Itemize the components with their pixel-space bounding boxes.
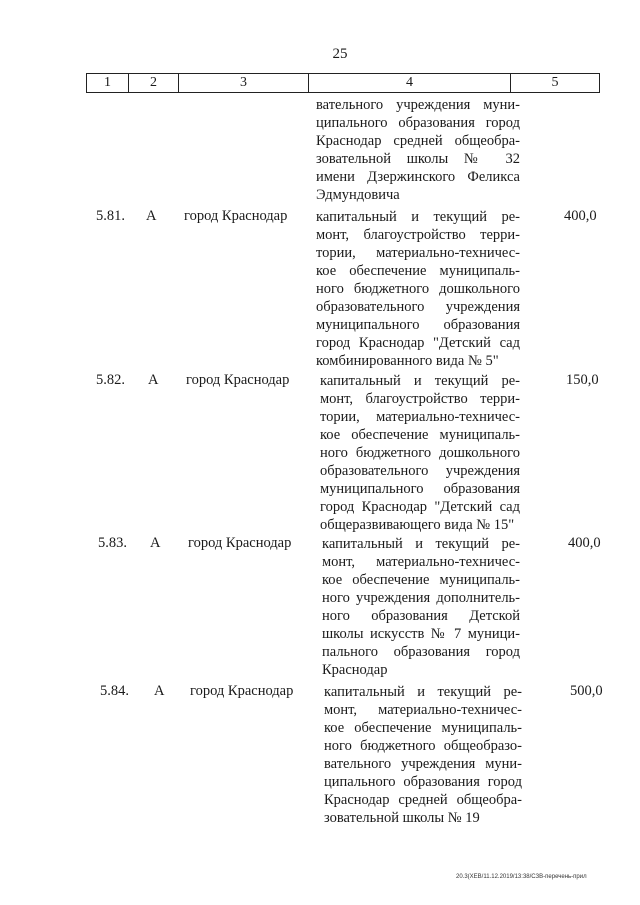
- description-line: вательного учреждения муни-: [324, 756, 522, 772]
- description-line: город Краснодар "Детский сад: [320, 499, 520, 515]
- description-line: общеразвивающего вида № 15": [320, 517, 515, 533]
- description-line: вательного учреждения муни-: [316, 97, 520, 113]
- column-header-4: 4: [309, 74, 511, 92]
- column-header-5: 5: [551, 75, 559, 90]
- description-line: пального образования город: [322, 644, 520, 660]
- description-line: капитальный и текущий ре-: [320, 373, 520, 389]
- description-line: монт, материально-техничес-: [324, 702, 522, 718]
- description-line: имени Дзержинского Феликса: [316, 169, 520, 185]
- description-line: капитальный и текущий ре-: [324, 684, 522, 700]
- description-line: кое обеспечение муниципаль-: [316, 263, 520, 279]
- description-line: город Краснодар "Детский сад: [316, 335, 520, 351]
- description-line: Краснодар: [322, 662, 388, 678]
- row-category: А: [146, 208, 157, 224]
- description-line: ного учреждения дополнитель-: [322, 590, 520, 606]
- row-description: [324, 683, 522, 827]
- description-line: комбинированного вида № 5": [316, 353, 499, 369]
- description-line: ного образования Детской: [322, 608, 520, 624]
- column-header-1: 1: [87, 74, 129, 92]
- description-line: образовательного учреждения: [316, 299, 520, 315]
- continued-description: [316, 96, 520, 204]
- description-line: ного бюджетного дошкольного: [320, 445, 520, 461]
- description-line: муниципального образования: [320, 481, 520, 497]
- description-line: ного бюджетного общеобразо-: [324, 738, 522, 754]
- description-line: школы искусств № 7 муници-: [322, 626, 520, 642]
- description-line: монт, благоустройство терри-: [316, 227, 520, 243]
- footer-stamp: 20.3(XЕВ/11.12.2019/13:38/СЗВ-перечень-прил: [456, 874, 587, 880]
- row-amount: 400,0: [568, 535, 601, 551]
- row-location: город Краснодар: [184, 208, 288, 224]
- description-line: ципального образования город: [316, 115, 520, 131]
- row-location: город Краснодар: [186, 372, 290, 388]
- row-number: 5.83.: [98, 535, 127, 551]
- description-line: монт, благоустройство терри-: [320, 391, 520, 407]
- description-line: кое обеспечение муниципаль-: [320, 427, 520, 443]
- row-number: 5.84.: [100, 683, 129, 699]
- description-line: Краснодар средней общеобра-: [324, 792, 522, 808]
- description-line: тории, материально-техничес-: [316, 245, 520, 261]
- row-category: А: [154, 683, 165, 699]
- row-location: город Краснодар: [188, 535, 292, 551]
- row-number: 5.81.: [96, 208, 125, 224]
- description-line: муниципального образования: [316, 317, 520, 333]
- row-category: А: [150, 535, 161, 551]
- description-line: тории, материально-техничес-: [320, 409, 520, 425]
- description-line: Эдмундовича: [316, 187, 400, 203]
- column-header-2: 2: [129, 74, 179, 92]
- row-amount: 150,0: [566, 372, 599, 388]
- row-amount: 400,0: [564, 208, 597, 224]
- description-line: ного бюджетного дошкольного: [316, 281, 520, 297]
- row-amount: 500,0: [570, 683, 603, 699]
- page-number: 25: [332, 46, 348, 62]
- description-line: капитальный и текущий ре-: [316, 209, 520, 225]
- row-description: [316, 208, 520, 370]
- description-line: зовательной школы № 19: [324, 810, 480, 826]
- description-line: образовательного учреждения: [320, 463, 520, 479]
- column-header-3: 3: [179, 74, 309, 92]
- description-line: ципального образования город: [324, 774, 522, 790]
- row-description: [320, 372, 520, 534]
- description-line: монт, материально-техничес-: [322, 554, 520, 570]
- column-header-row: [86, 73, 600, 93]
- row-category: А: [148, 372, 159, 388]
- description-line: кое обеспечение муниципаль-: [324, 720, 522, 736]
- description-line: Краснодар средней общеобра-: [316, 133, 520, 149]
- row-number: 5.82.: [96, 372, 125, 388]
- description-line: кое обеспечение муниципаль-: [322, 572, 520, 588]
- row-location: город Краснодар: [190, 683, 294, 699]
- description-line: зовательной школы № 32: [316, 151, 520, 167]
- description-line: капитальный и текущий ре-: [322, 536, 520, 552]
- row-description: [322, 535, 520, 679]
